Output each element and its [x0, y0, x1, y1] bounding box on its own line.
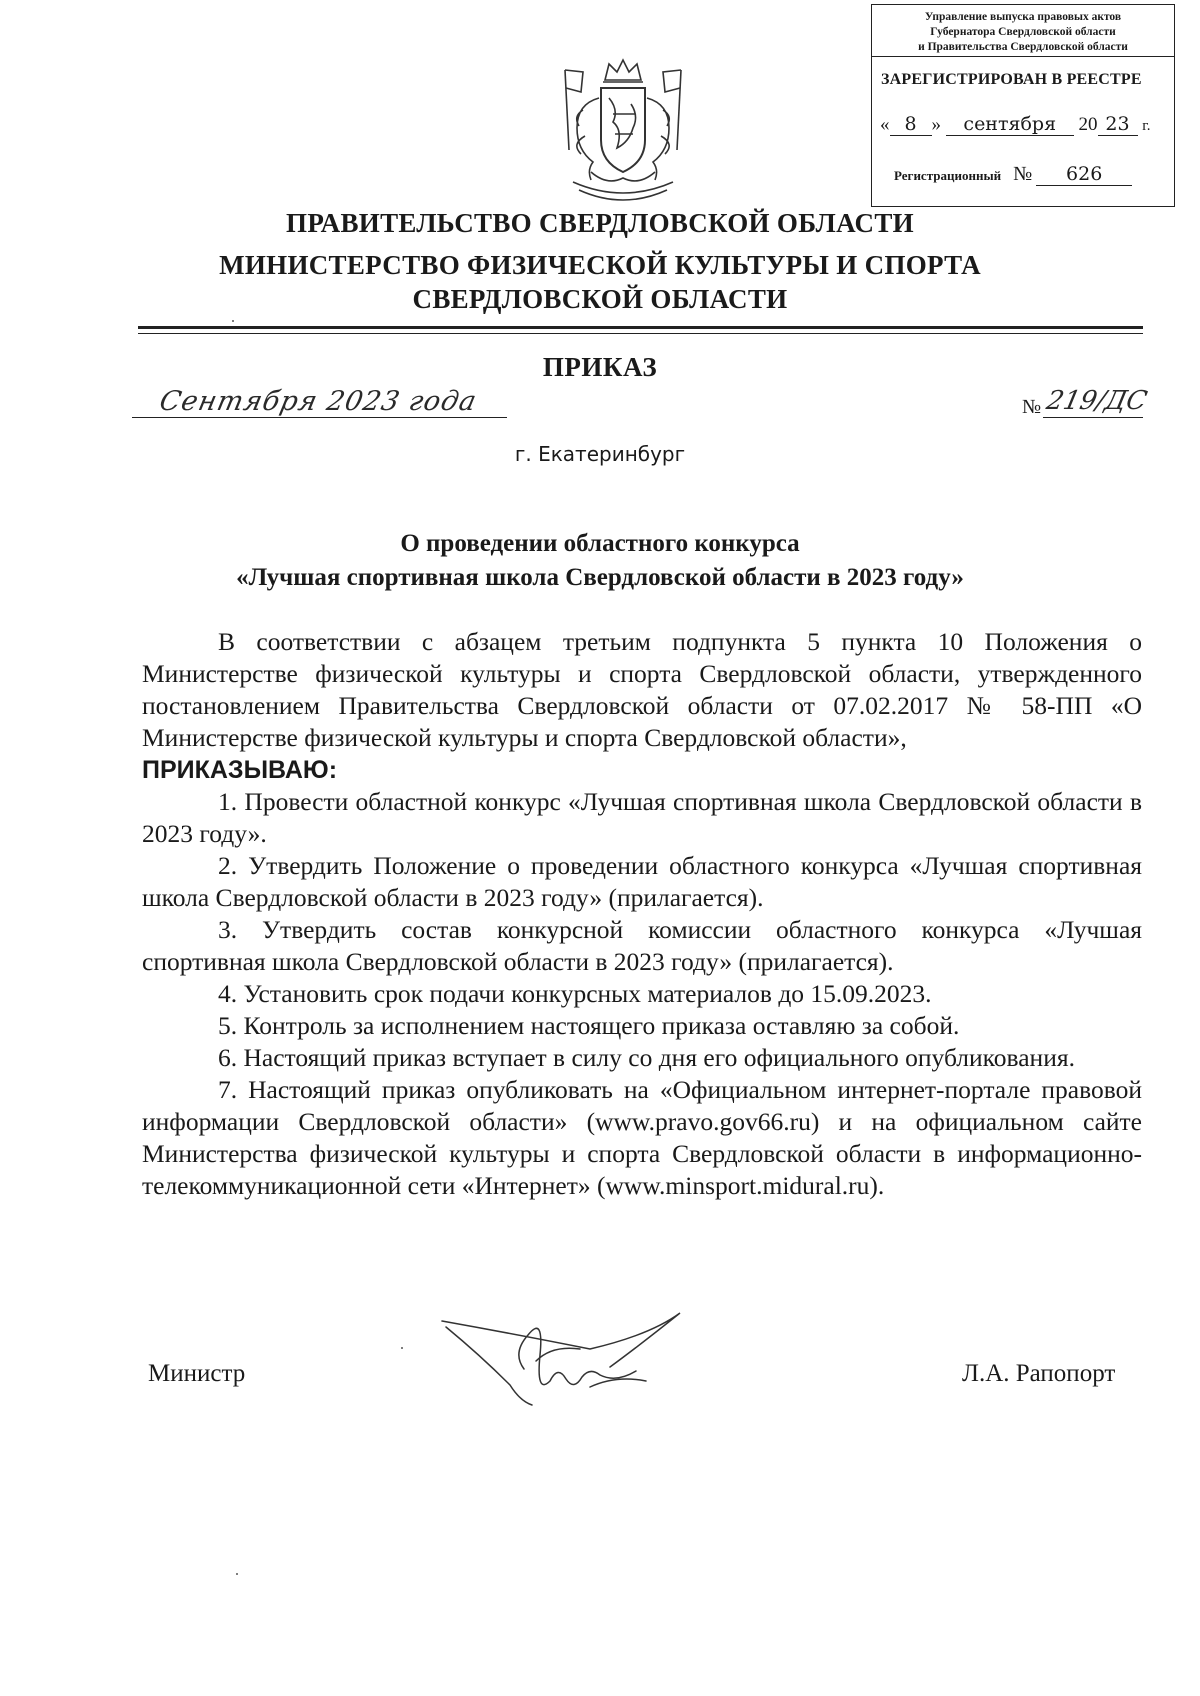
- stamp-date-year-suffix: 23: [1098, 113, 1138, 136]
- order-date-line: [132, 417, 507, 418]
- stamp-date-g: г.: [1142, 118, 1151, 134]
- stamp-header-line: Управление выпуска правовых актов: [924, 11, 1122, 23]
- scan-speck: [236, 1573, 238, 1575]
- ministry-title-line2: СВЕРДЛОВСКОЙ ОБЛАСТИ: [412, 284, 788, 314]
- scan-speck: [232, 320, 234, 322]
- order-title: ПРИКАЗ: [542, 352, 658, 382]
- signature-title: Министр: [148, 1360, 246, 1387]
- government-title: ПРАВИТЕЛЬСТВО СВЕРДЛОВСКОЙ ОБЛАСТИ: [286, 208, 914, 238]
- stamp-header-line: Губернатора Свердловской области: [930, 26, 1116, 38]
- stamp-date-year-prefix: 20: [1078, 114, 1098, 135]
- signature-name: Л.А. Рапопорт: [962, 1360, 1116, 1387]
- header-rule-thick: [138, 326, 1143, 329]
- order-city: г. Екатеринбург: [514, 442, 686, 466]
- stamp-reg-number: 626: [1036, 163, 1132, 186]
- order-body: [142, 626, 1142, 1202]
- stamp-reg-label: Регистрационный: [894, 168, 1002, 183]
- stamp-date-open-quote: «: [880, 114, 890, 135]
- subject-line1: О проведении областного конкурса: [400, 530, 800, 557]
- order-item: 6. Настоящий приказ вступает в силу со дня его официального опубликования.: [218, 1043, 1075, 1072]
- stamp-date: [880, 113, 1150, 136]
- subject-line2: «Лучшая спортивная школа Свердловской области в 2023 году»: [236, 564, 964, 591]
- stamp-reg-no-sign: №: [1013, 163, 1033, 185]
- order-number-handwritten: 219/ДС: [1043, 386, 1150, 416]
- stamp-registered-label: ЗАРЕГИСТРИРОВАН В РЕЕСТРЕ: [881, 71, 1142, 88]
- order-item: 7. Настоящий приказ опубликовать на «Официальном интернет-портале правовой информации Свердловской области» (www.pravo.gov66.ru) и на официальном сайте Министерства физической культуры и спорта Свердловской области в информационно-телекоммуникационной сети «Интернет» (www.minsport.midural.ru).: [142, 1075, 1142, 1200]
- registration-stamp: [871, 4, 1175, 207]
- command-word: ПРИКАЗЫВАЮ:: [142, 756, 338, 784]
- order-number-line: [1043, 417, 1143, 418]
- stamp-header-line: и Правительства Свердловской области: [918, 41, 1128, 53]
- order-item: 1. Провести областной конкурс «Лучшая спортивная школа Свердловской области в 2023 году».: [142, 787, 1142, 848]
- order-item: 2. Утвердить Положение о проведении областного конкурса «Лучшая спортивная школа Свердловской области в 2023 году» (прилагается).: [142, 851, 1142, 912]
- stamp-date-day: 8: [890, 113, 932, 136]
- ministry-title-line1: МИНИСТЕРСТВО ФИЗИЧЕСКОЙ КУЛЬТУРЫ И СПОРТА: [219, 250, 981, 280]
- order-item: 4. Установить срок подачи конкурсных материалов до 15.09.2023.: [218, 979, 932, 1008]
- stamp-registration-number: [894, 163, 1132, 186]
- order-item: 3. Утвердить состав конкурсной комиссии областного конкурса «Лучшая спортивная школа Свердловской области в 2023 году» (прилагается).: [142, 915, 1142, 976]
- order-number-label: №: [1022, 396, 1042, 418]
- handwritten-signature-icon: [440, 1305, 700, 1415]
- preamble: В соответствии с абзацем третьим подпункта 5 пункта 10 Положения о Министерстве физической культуры и спорта Свердловской области, утвержденного постановлением Правительства Свердловской области от 07.02.2017 № 58-ПП «О Министерстве физической культуры и спорта Свердловской области»,: [142, 627, 1142, 752]
- scan-speck: [401, 1347, 403, 1349]
- stamp-date-close-quote: »: [931, 114, 941, 135]
- header-rule-thin: [138, 333, 1143, 334]
- stamp-header: [872, 5, 1174, 57]
- coat-of-arms-icon: [543, 58, 703, 208]
- order-item: 5. Контроль за исполнением настоящего приказа оставляю за собой.: [218, 1011, 960, 1040]
- stamp-date-month: сентября: [946, 113, 1074, 136]
- order-date-handwritten: Сентября 2023 года: [156, 386, 480, 417]
